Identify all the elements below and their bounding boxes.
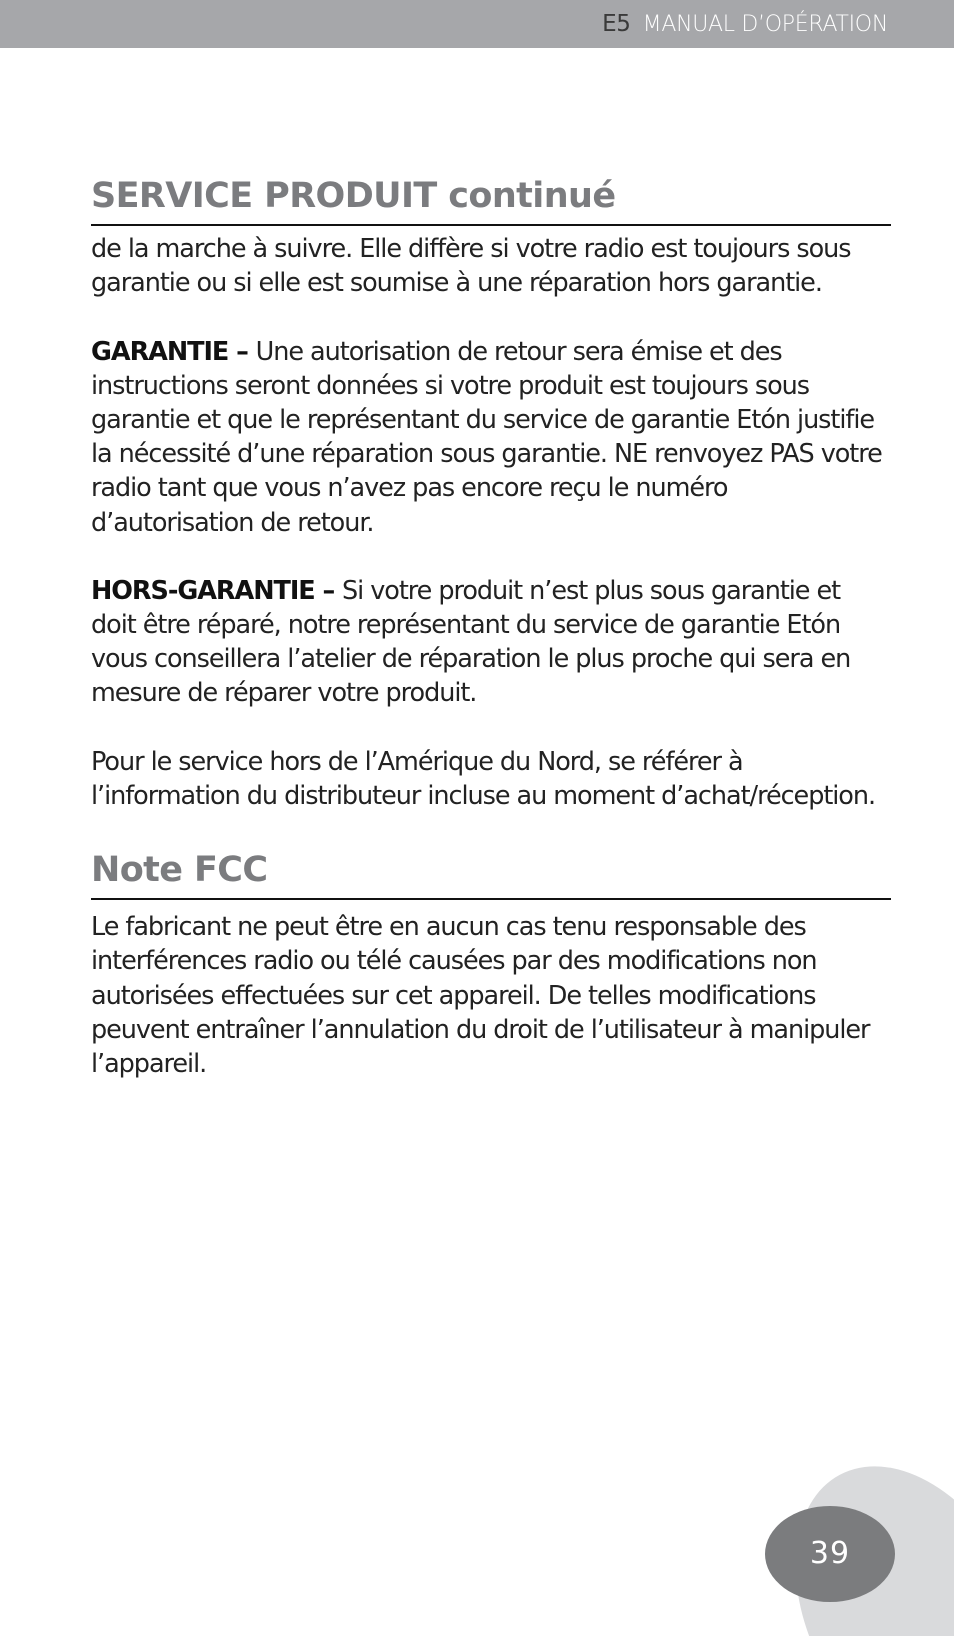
service-section <box>91 176 891 813</box>
fcc-section <box>91 850 891 1081</box>
out-of-warranty-label: HORS-GARANTIE – <box>91 575 342 606</box>
fcc-paragraph: Le fabricant ne peut être en aucun cas tenu responsable des interférences radio ou télé causées par des modifications non autorisées effectuées sur cet appareil. De telles modifications peuvent entraîner l’annulation du droit de l’utilisateur à manipuler l’appareil. <box>91 912 870 1080</box>
header-bar <box>0 0 954 48</box>
fcc-section-title: Note FCC <box>91 850 891 900</box>
service-intro-paragraph: de la marche à suivre. Elle diffère si votre radio est toujours sous garantie ou si elle est soumise à une réparation hors garantie. <box>91 234 851 299</box>
service-section-title: SERVICE PRODUIT continué <box>91 176 891 226</box>
warranty-label: GARANTIE – <box>91 336 256 367</box>
warranty-text: Une autorisation de retour sera émise et des instructions seront données si votre produit est toujours sous garantie et que le représentant du service de garantie Etón justifie la nécessité d’une réparation sous garantie. NE renvoyez PAS votre radio tant que vous n’avez pas encore reçu le numéro d’autorisation de retour. <box>91 336 882 538</box>
outside-north-america-paragraph: Pour le service hors de l’Amérique du Nord, se référer à l’information du distributeur incluse au moment d’achat/réception. <box>91 746 876 811</box>
out-of-warranty-paragraph <box>91 574 891 711</box>
out-of-warranty-text: Si votre produit n’est plus sous garantie et doit être réparé, notre représentant du service de garantie Etón vous conseillera l’atelier de réparation le plus proche qui sera en mesure de réparer votre produit. <box>91 575 851 709</box>
header-model: E5 <box>602 11 631 37</box>
header-text <box>602 11 888 37</box>
header-title: MANUAL D’OPÉRATION <box>642 12 888 37</box>
page-number: 39 <box>809 1536 851 1571</box>
warranty-paragraph <box>91 335 891 540</box>
